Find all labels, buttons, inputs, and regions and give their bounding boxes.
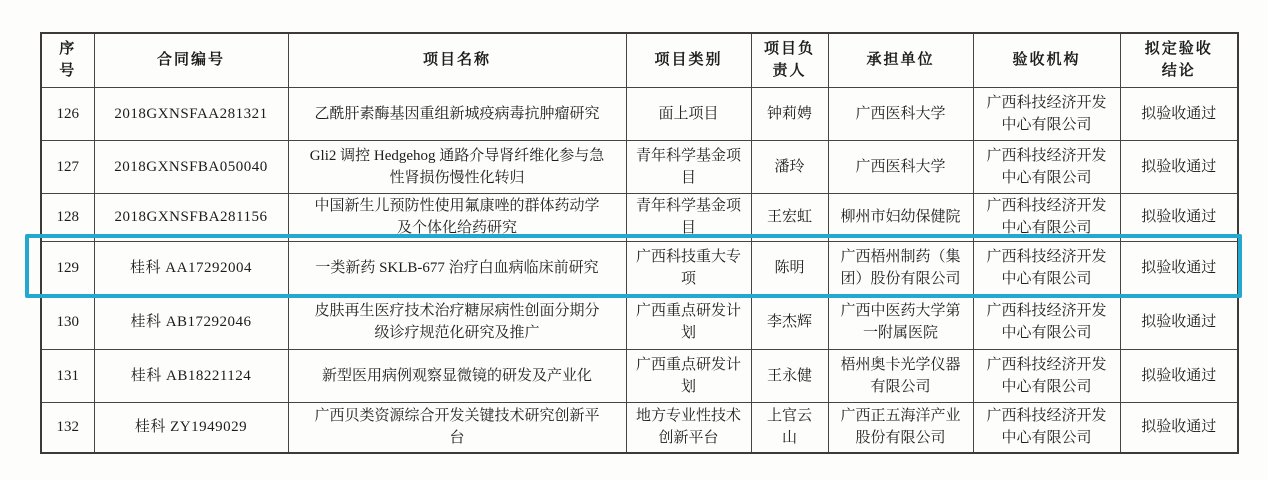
cell-contract_no: 2018GXNSFBA281156	[94, 193, 288, 241]
cell-conclusion: 拟验收通过	[1120, 87, 1238, 140]
cell-project_name: 皮肤再生医疗技术治疗糖尿病性创面分期分级诊疗规范化研究及推广	[288, 295, 626, 349]
table-body	[41, 87, 1238, 453]
table-row	[41, 402, 1238, 453]
column-header-leader: 项目负责人	[751, 33, 828, 87]
cell-index: 131	[41, 349, 94, 402]
cell-conclusion: 拟验收通过	[1120, 241, 1238, 295]
cell-leader: 王永健	[751, 349, 828, 402]
cell-acceptance_org: 广西科技经济开发中心有限公司	[973, 87, 1120, 140]
cell-project_type: 青年科学基金项目	[626, 193, 751, 241]
cell-contract_no: 2018GXNSFBA050040	[94, 140, 288, 193]
cell-leader: 王宏虹	[751, 193, 828, 241]
cell-index: 132	[41, 402, 94, 453]
column-header-project_type: 项目类别	[626, 33, 751, 87]
cell-index: 126	[41, 87, 94, 140]
cell-conclusion: 拟验收通过	[1120, 193, 1238, 241]
cell-undertaker: 梧州奥卡光学仪器有限公司	[828, 349, 973, 402]
cell-undertaker: 广西中医药大学第一附属医院	[828, 295, 973, 349]
cell-acceptance_org: 广西科技经济开发中心有限公司	[973, 193, 1120, 241]
cell-project_type: 面上项目	[626, 87, 751, 140]
column-header-acceptance_org: 验收机构	[973, 33, 1120, 87]
table-row	[41, 241, 1238, 295]
cell-project_type: 广西重点研发计划	[626, 295, 751, 349]
cell-project_name: 一类新药 SKLB-677 治疗白血病临床前研究	[288, 241, 626, 295]
cell-project_type: 广西科技重大专项	[626, 241, 751, 295]
cell-project_name: 新型医用病例观察显微镜的研发及产业化	[288, 349, 626, 402]
cell-contract_no: 桂科 AB17292046	[94, 295, 288, 349]
cell-acceptance_org: 广西科技经济开发中心有限公司	[973, 241, 1120, 295]
cell-undertaker: 广西正五海洋产业股份有限公司	[828, 402, 973, 453]
cell-leader: 潘玲	[751, 140, 828, 193]
cell-conclusion: 拟验收通过	[1120, 349, 1238, 402]
cell-conclusion: 拟验收通过	[1120, 140, 1238, 193]
cell-contract_no: 桂科 AA17292004	[94, 241, 288, 295]
column-header-index: 序号	[41, 33, 94, 87]
cell-leader: 钟莉娉	[751, 87, 828, 140]
cell-contract_no: 桂科 ZY1949029	[94, 402, 288, 453]
cell-undertaker: 广西医科大学	[828, 87, 973, 140]
cell-contract_no: 2018GXNSFAA281321	[94, 87, 288, 140]
cell-leader: 陈明	[751, 241, 828, 295]
cell-index: 128	[41, 193, 94, 241]
cell-acceptance_org: 广西科技经济开发中心有限公司	[973, 349, 1120, 402]
cell-project_type: 广西重点研发计划	[626, 349, 751, 402]
cell-project_name: 广西贝类资源综合开发关键技术研究创新平台	[288, 402, 626, 453]
table-row	[41, 87, 1238, 140]
table-row	[41, 193, 1238, 241]
acceptance-results-table	[40, 32, 1239, 454]
cell-contract_no: 桂科 AB18221124	[94, 349, 288, 402]
table-row	[41, 140, 1238, 193]
column-header-conclusion: 拟定验收结论	[1120, 33, 1238, 87]
cell-undertaker: 广西医科大学	[828, 140, 973, 193]
cell-acceptance_org: 广西科技经济开发中心有限公司	[973, 140, 1120, 193]
cell-conclusion: 拟验收通过	[1120, 402, 1238, 453]
table-header-row	[41, 33, 1238, 87]
cell-project_name: 乙酰肝素酶基因重组新城疫病毒抗肿瘤研究	[288, 87, 626, 140]
cell-index: 127	[41, 140, 94, 193]
cell-project_type: 地方专业性技术创新平台	[626, 402, 751, 453]
column-header-project_name: 项目名称	[288, 33, 626, 87]
column-header-contract_no: 合同编号	[94, 33, 288, 87]
cell-undertaker: 柳州市妇幼保健院	[828, 193, 973, 241]
table-row	[41, 349, 1238, 402]
table-row	[41, 295, 1238, 349]
cell-undertaker: 广西梧州制药（集团）股份有限公司	[828, 241, 973, 295]
cell-acceptance_org: 广西科技经济开发中心有限公司	[973, 402, 1120, 453]
cell-index: 130	[41, 295, 94, 349]
cell-project_name: Gli2 调控 Hedgehog 通路介导肾纤维化参与急性肾损伤慢性化转归	[288, 140, 626, 193]
cell-project_type: 青年科学基金项目	[626, 140, 751, 193]
column-header-undertaker: 承担单位	[828, 33, 973, 87]
cell-index: 129	[41, 241, 94, 295]
cell-project_name: 中国新生儿预防性使用氟康唑的群体药动学及个体化给药研究	[288, 193, 626, 241]
cell-conclusion: 拟验收通过	[1120, 295, 1238, 349]
cell-leader: 上官云山	[751, 402, 828, 453]
cell-acceptance_org: 广西科技经济开发中心有限公司	[973, 295, 1120, 349]
cell-leader: 李杰辉	[751, 295, 828, 349]
